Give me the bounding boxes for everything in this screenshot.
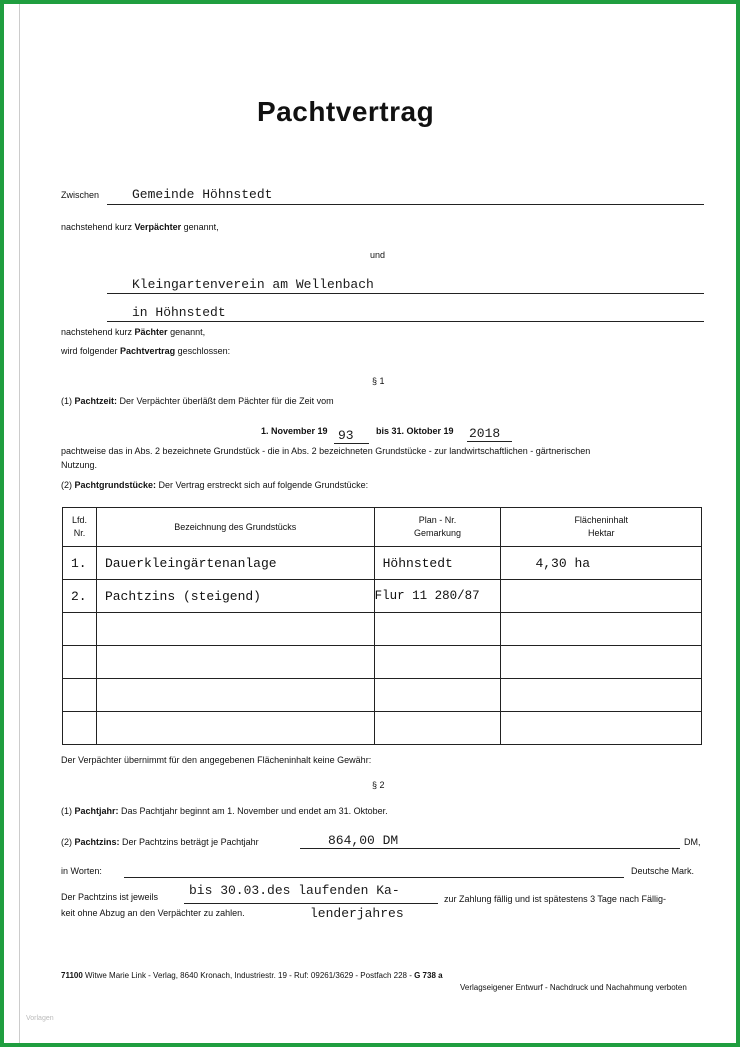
section2-heading: § 2 <box>372 780 385 790</box>
table-row <box>63 646 702 679</box>
row-bezeichnung <box>96 679 374 712</box>
row-bezeichnung: Dauerkleingärtenanlage <box>96 547 374 580</box>
row-nr: 1. <box>63 547 97 580</box>
row-nr <box>63 679 97 712</box>
verpaechter-note: nachstehend kurz Verpächter genannt, <box>61 222 219 232</box>
worten-line <box>124 877 624 878</box>
due-value-line1: bis 30.03.des laufenden Ka- <box>189 883 400 898</box>
table-header-row <box>63 508 702 547</box>
row-plan <box>374 679 501 712</box>
verpaechter-name: Gemeinde Höhnstedt <box>132 187 273 202</box>
row-bezeichnung <box>96 613 374 646</box>
grundstuecke-table <box>62 507 702 745</box>
row-nr <box>63 613 97 646</box>
row-plan: Höhnstedt <box>374 547 501 580</box>
verpaechter-line <box>107 204 704 205</box>
document-page <box>4 4 736 1043</box>
row-flaeche <box>501 646 702 679</box>
due-pre: Der Pachtzins ist jeweils <box>61 892 159 902</box>
table-note: Der Verpächter übernimmt für den angegebenen Flächeninhalt keine Gewähr: <box>61 755 372 765</box>
to-label: bis 31. Oktober 19 <box>376 426 454 436</box>
header-bezeichnung: Bezeichnung des Grundstücks <box>96 508 374 547</box>
row-flaeche <box>501 712 702 745</box>
table-row <box>63 679 702 712</box>
due-post: zur Zahlung fällig und ist spätestens 3 Tage nach Fällig- <box>444 894 666 904</box>
table-row <box>63 547 702 580</box>
row-flaeche: 4,30 ha <box>501 547 702 580</box>
table-row <box>63 712 702 745</box>
row-plan <box>374 613 501 646</box>
pachtzins-line <box>300 848 680 849</box>
row-bezeichnung <box>96 646 374 679</box>
dm-label: DM, <box>684 837 701 847</box>
row-plan <box>374 712 501 745</box>
to-year: 2018 <box>469 426 501 441</box>
footer-rights: Verlagseigener Entwurf - Nachdruck und Nachahmung verboten <box>460 983 687 992</box>
section1-cont2: Nutzung. <box>61 460 98 470</box>
paechter-line1 <box>107 293 704 294</box>
paechter-name-line2: in Höhnstedt <box>132 305 226 320</box>
to-year-line <box>467 441 512 442</box>
row-flaeche <box>501 679 702 712</box>
scan-edge <box>19 4 20 1043</box>
deutsche-mark-label: Deutsche Mark. <box>631 866 695 876</box>
section1-p1: (1) Pachtzeit: Der Verpächter überläßt dem Pächter für die Zeit vom <box>61 396 334 406</box>
row-nr: 2. <box>63 580 97 613</box>
section1-p2: (2) Pachtgrundstücke: Der Vertrag erstreckt sich auf folgende Grundstücke: <box>61 480 369 490</box>
due-cont: keit ohne Abzug an den Verpächter zu zahlen. <box>61 908 245 918</box>
section2-p2: (2) Pachtzins: Der Pachtzins beträgt je Pachtjahr <box>61 837 259 847</box>
table-row <box>63 580 702 613</box>
zwischen-label: Zwischen <box>61 190 100 200</box>
from-label: 1. November 19 <box>261 426 328 436</box>
section1-heading: § 1 <box>372 376 385 386</box>
footer-publisher: 71100 Witwe Marie Link - Verlag, 8640 Kronach, Industriestr. 19 - Ruf: 09261/3629 - Postfach 228 - G 738 a <box>61 971 443 980</box>
due-value-line2: lenderjahres <box>310 906 404 921</box>
row-bezeichnung <box>96 712 374 745</box>
table-row <box>63 613 702 646</box>
section2-p1: (1) Pachtjahr: Das Pachtjahr beginnt am 1. November und endet am 31. Oktober. <box>61 806 388 816</box>
row-flaeche <box>501 613 702 646</box>
paechter-note: nachstehend kurz Pächter genannt, <box>61 327 206 337</box>
header-plan-gemarkung: Plan - Nr. Gemarkung <box>374 508 501 547</box>
row-flaeche <box>501 580 702 613</box>
section1-cont1: pachtweise das in Abs. 2 bezeichnete Grundstück - die in Abs. 2 bezeichneten Grundstücke - zur landwirtschaftlichen - gärtnerischen <box>61 446 591 456</box>
row-nr <box>63 646 97 679</box>
from-year-line <box>334 443 369 444</box>
corner-watermark: Vorlagen <box>26 1015 54 1022</box>
from-year: 93 <box>338 428 354 443</box>
due-line <box>184 903 438 904</box>
worten-label: in Worten: <box>61 866 102 876</box>
row-bezeichnung: Pachtzins (steigend) <box>96 580 374 613</box>
paechter-line2 <box>107 321 704 322</box>
und-label: und <box>370 250 386 260</box>
header-lfd-nr: Lfd. Nr. <box>63 508 97 547</box>
row-plan <box>374 646 501 679</box>
pachtzins-amount: 864,00 DM <box>328 833 399 848</box>
contract-note: wird folgender Pachtvertrag geschlossen: <box>61 346 231 356</box>
row-nr <box>63 712 97 745</box>
paechter-name-line1: Kleingartenverein am Wellenbach <box>132 277 374 292</box>
document-title: Pachtvertrag <box>257 96 435 127</box>
row-plan: Flur 11 280/87 <box>374 580 501 613</box>
header-flaeche-hektar: Flächeninhalt Hektar <box>501 508 702 547</box>
